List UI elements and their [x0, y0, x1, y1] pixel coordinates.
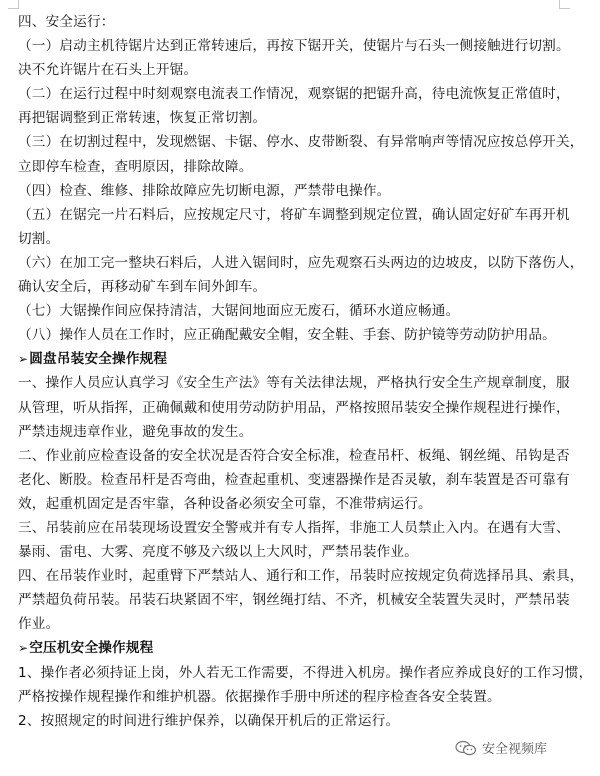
watermark — [455, 738, 547, 757]
heading-text: 空压机安全操作规程 — [29, 640, 154, 657]
paragraph-line: 一、操作人员应认真学习《安全生产法》等有关法律法规，严格执行安全生产规章制度，服 — [18, 375, 570, 392]
paragraph-line: 四、在吊装作业时，起重臂下严禁站人、通行和工作，吊装时应按规定负荷选择吊具、索具， — [18, 568, 584, 585]
paragraph-line: （六）在加工完一整块石料后，人进入锯间时，应先观察石头两边的边坡皮，以防下落伤人， — [18, 254, 584, 271]
page-corner-mark-right — [559, 0, 570, 9]
paragraph-line: （四）检查、维修、排除故障应先切断电源，严禁带电操作。 — [18, 182, 391, 199]
paragraph-line: （五）在锯完一片石料后，应按规定尺寸，将矿车调整到规定位置，确认固定好矿车再开机 — [18, 206, 570, 223]
paragraph-line: 切割。 — [18, 230, 60, 247]
wechat-icon — [455, 740, 477, 756]
page-corner-mark-left — [8, 0, 19, 9]
document-body — [18, 10, 593, 733]
section-heading-compressor — [18, 636, 578, 660]
paragraph-line: （七）大锯操作间应保持清洁，大锯间地面应无废石，循环水道应畅通。 — [18, 303, 460, 320]
heading-text: 圆盘吊装安全操作规程 — [29, 351, 168, 368]
arrow-bullet-icon: ➢ — [18, 641, 29, 656]
paragraph-line: （八）操作人员在工作时，应正确配戴安全帽，安全鞋、手套、防护镜等劳动防护用品。 — [18, 327, 556, 344]
paragraph-line: 再把锯调整到正常转速，恢复正常切割。 — [18, 110, 267, 127]
section-heading: 四、安全运行： — [18, 14, 115, 30]
watermark-text: 安全视频库 — [482, 742, 548, 757]
paragraph-line: 立即停车检查，查明原因，排除故障。 — [18, 158, 253, 175]
paragraph-line: 暴雨、雷电、大雾、亮度不够及六级以上大风时，严禁吊装作业。 — [18, 544, 419, 561]
paragraph-line: 严禁违规违章作业，避免事故的发生。 — [18, 423, 253, 440]
paragraph-line: 严格按操作规程操作和维护机器。依据操作手册中所述的程序检查各安全装置。 — [18, 688, 501, 705]
arrow-bullet-icon: ➢ — [18, 352, 29, 367]
paragraph-line: 二、作业前应检查设备的安全状况是否符合安全标准，检查吊杆、板绳、钢丝绳、吊钩是否 — [18, 447, 570, 464]
paragraph-line: 决不允许锯片在石头上开锯。 — [18, 62, 198, 79]
paragraph-line: 确认安全后，再移动矿车到车间外卸车。 — [18, 279, 267, 296]
paragraph-line: 作业。 — [18, 616, 60, 633]
section-heading-crane — [18, 347, 578, 371]
paragraph-line: 从管理，听从指挥，正确佩戴和使用劳动防护用品，严格按照吊装安全操作规程进行操作， — [18, 399, 570, 416]
paragraph-line: （三）在切割过程中，发现燃锯、卡锯、停水、皮带断裂、有异常响声等情况应按总停开关， — [18, 134, 584, 151]
paragraph-line: 严禁超负荷吊装。吊装石块紧固不牢，钢丝绳打结、不齐，机械安全装置失灵时，严禁吊装 — [18, 592, 570, 609]
paragraph-line: 三、吊装前应在吊装现场设置安全警戒并有专人指挥，非施工人员禁止入内。在遇有大雪、 — [18, 519, 570, 536]
paragraph-line: （二）在运行过程中时刻观察电流表工作情况，观察锯的把锯升高，待电流恢复正常值时， — [18, 86, 570, 103]
paragraph-line: 效，起重机固定是否牢靠，各种设备必须安全可靠，不准带病运行。 — [18, 495, 432, 512]
paragraph-line: 老化、断股。检查吊杆是否弯曲，检查起重机、变速器操作是否灵敏，刹车装置是否可靠有 — [18, 471, 570, 488]
paragraph-line: 1、操作者必须持证上岗，外人若无工作需要，不得进入机房。操作者应养成良好的工作习惯， — [18, 664, 593, 681]
paragraph-line: （一）启动主机待锯片达到正常转速后，再按下锯开关，使锯片与石头一侧接触进行切割。 — [18, 38, 570, 55]
paragraph-line: 2、按照规定的时间进行维护保养，以确保开机后的正常运行。 — [18, 712, 400, 729]
